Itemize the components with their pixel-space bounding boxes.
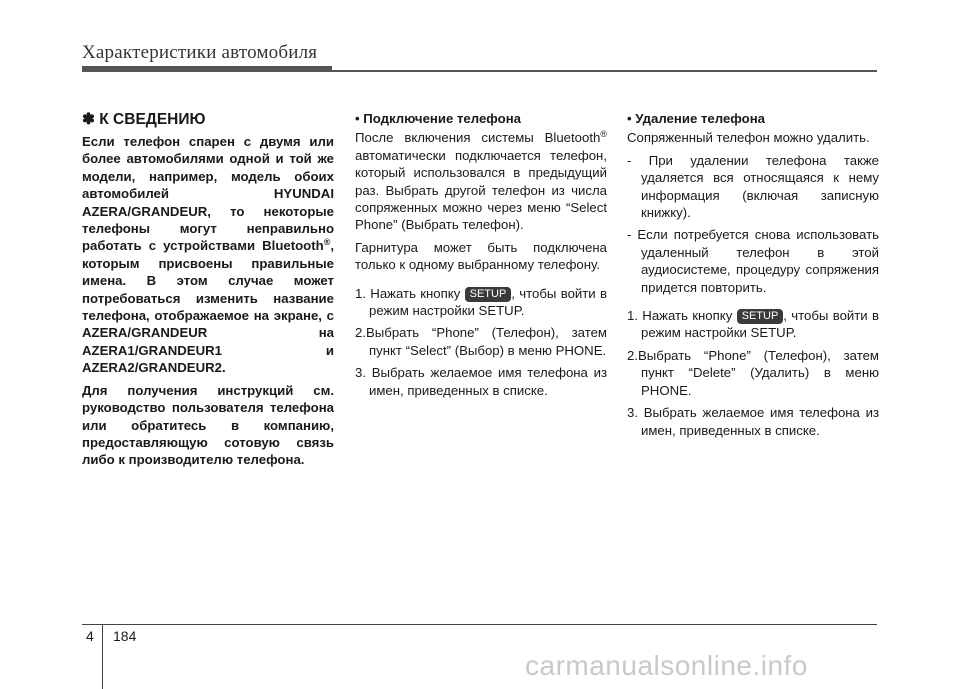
caution-title: ✽ К СВЕДЕНИЮ bbox=[82, 111, 206, 128]
registered-mark: ® bbox=[323, 237, 331, 248]
page-number: 184 bbox=[113, 628, 137, 644]
header-rule-thin bbox=[332, 70, 877, 72]
delete-bullet-1: - При удалении телефона также удаляется вся относящаяся к нему информация (включая записную книжку). bbox=[627, 152, 879, 221]
page-header-title: Характеристики автомобиля bbox=[82, 42, 318, 63]
footer-rule bbox=[82, 624, 877, 625]
column-delete-phone bbox=[627, 110, 879, 439]
connect-paragraph-1: После включения системы Bluetooth® автоматически подключается телефон, который использовался в предыдущий раз. Выбрать другой телефон из числа сопряженных можно через меню “Select Phone” (Выбрать телефон). bbox=[355, 129, 607, 233]
registered-mark: ® bbox=[600, 129, 607, 140]
delete-phone-title: • Удаление телефона bbox=[627, 111, 766, 126]
setup-button-label: SETUP bbox=[737, 309, 784, 324]
connect-step-2: 2.Выбрать “Phone” (Телефон), затем пункт “Select” (Выбор) в меню PHONE. bbox=[355, 325, 607, 358]
column-caution bbox=[82, 110, 334, 469]
delete-step-3: 3. Выбрать желаемое имя телефона из имен, приведенных в списке. bbox=[627, 405, 879, 438]
caution-paragraph-1: Если телефон спарен с двумя или более автомобилями одной и той же модели, например, модель обоих автомобилей HYUNDAI AZERA/GRANDEUR, то некоторые телефоны могут неправильно работать с устройствами Bluetooth®, которым присвоены правильные имена. В этом случае может потребоваться изменить название телефона, отображаемое на экране, с AZERA/GRANDEUR на AZERA1/GRANDEUR1 и AZERA2/GRANDEUR2. bbox=[82, 134, 334, 376]
footer-divider bbox=[102, 625, 103, 689]
connect-paragraph-2: Гарнитура может быть подключена только к одному выбранному телефону. bbox=[355, 239, 607, 273]
watermark-text: carmanualsonline.info bbox=[525, 650, 808, 681]
chapter-number: 4 bbox=[86, 628, 94, 644]
header-rule-thick bbox=[82, 66, 332, 72]
connect-phone-title: • Подключение телефона bbox=[355, 111, 522, 126]
caution-paragraph-2: Для получения инструкций см. руководство пользователя телефона или обратитесь в компанию, предоставляющую сотовую связь либо к производителю телефона. bbox=[82, 382, 334, 468]
connect-step-3: 3. Выбрать желаемое имя телефона из имен, приведенных в списке. bbox=[355, 365, 607, 398]
setup-button-label: SETUP bbox=[465, 287, 512, 302]
delete-bullet-2: - Если потребуется снова использовать удаленный телефон в этой аудиосистеме, процедуру сопряжения придется повторить. bbox=[627, 227, 879, 295]
delete-step-2: 2.Выбрать “Phone” (Телефон), затем пункт “Delete” (Удалить) в меню PHONE. bbox=[627, 347, 879, 398]
delete-paragraph-1: Сопряженный телефон можно удалить. bbox=[627, 130, 870, 146]
column-connect-phone bbox=[355, 110, 607, 399]
connect-step-1: 1. Нажать кнопку SETUP , чтобы войти в режим настройки SETUP. bbox=[355, 285, 607, 319]
delete-step-1: 1. Нажать кнопку SETUP , чтобы войти в режим настройки SETUP. bbox=[627, 308, 879, 341]
